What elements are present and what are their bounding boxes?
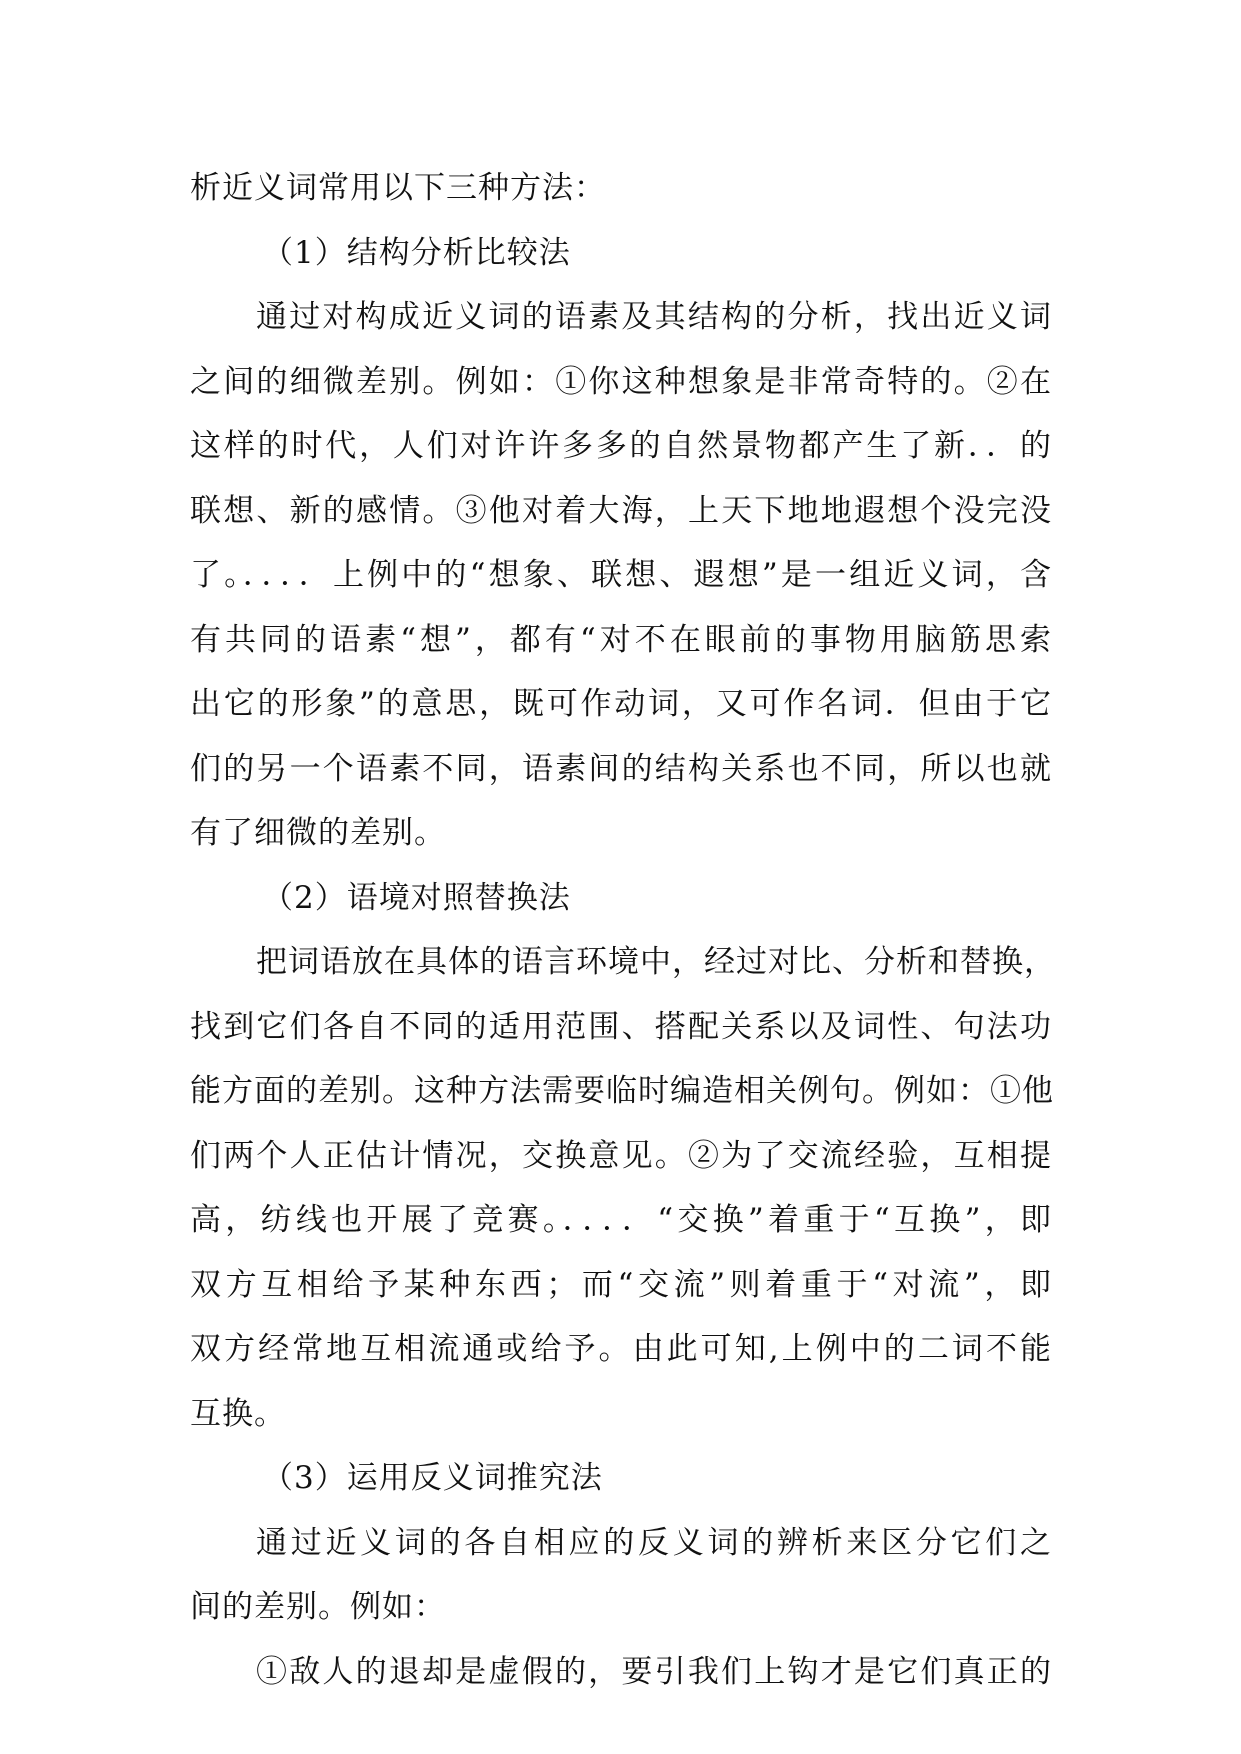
paragraph-line: 双方互相给予某种东西；而“交流”则着重于“对流”，即	[190, 1266, 1052, 1303]
paragraph-line: 这样的时代，人们对许许多多的自然景物都产生了新．．的	[190, 428, 1052, 464]
paragraph-line: 高，纺线也开展了竞赛。．．．．“交换”着重于“互换”，即	[190, 1202, 1052, 1238]
paragraph-line: 能方面的差别。这种方法需要临时编造相关例句。例如：①他	[190, 1073, 1054, 1109]
paragraph-line: 们两个人正估计情况，交换意见。②为了交流经验，互相提	[190, 1137, 1052, 1174]
paragraph-line: 们的另一个语素不同，语素间的结构关系也不同，所以也就	[190, 750, 1052, 787]
paragraph-line: 析近义词常用以下三种方法：	[190, 170, 606, 206]
paragraph-line: 通过对构成近义词的语素及其结构的分析，找出近义词	[256, 299, 1052, 335]
paragraph-line: ①敌人的退却是虚假的，要引我们上钩才是它们真正的	[256, 1653, 1052, 1690]
paragraph-line: 找到它们各自不同的适用范围、搭配关系以及词性、句法功	[190, 1008, 1052, 1045]
section-heading: （2）语境对照替换法	[262, 879, 571, 916]
paragraph-line: 了。．．．．上例中的“想象、联想、遐想”是一组近义词，含	[190, 557, 1052, 593]
section-heading: （1）结构分析比较法	[262, 234, 571, 271]
paragraph-line: 通过近义词的各自相应的反义词的辨析来区分它们之	[256, 1524, 1052, 1561]
paragraph-line: 有了细微的差别。	[190, 815, 446, 851]
paragraph-line: 联想、新的感情。③他对着大海，上天下地地遐想个没完没	[190, 492, 1052, 529]
paragraph-line: 出它的形象”的意思，既可作动词，又可作名词．但由于它	[190, 686, 1052, 722]
paragraph-line: 有共同的语素“想”，都有“对不在眼前的事物用脑筋思索	[190, 621, 1052, 658]
paragraph-line: 间的差别。例如：	[190, 1589, 446, 1625]
paragraph-line: 把词语放在具体的语言环境中，经过对比、分析和替换，	[256, 944, 1056, 980]
paragraph-line: 双方经常地互相流通或给予。由此可知,上例中的二词不能	[190, 1331, 1052, 1367]
document-body	[190, 162, 1056, 1710]
paragraph-line: 之间的细微差别。例如：①你这种想象是非常奇特的。②在	[190, 363, 1052, 400]
section-heading: （3）运用反义词推究法	[262, 1460, 603, 1496]
paragraph-line: 互换。	[190, 1395, 286, 1432]
